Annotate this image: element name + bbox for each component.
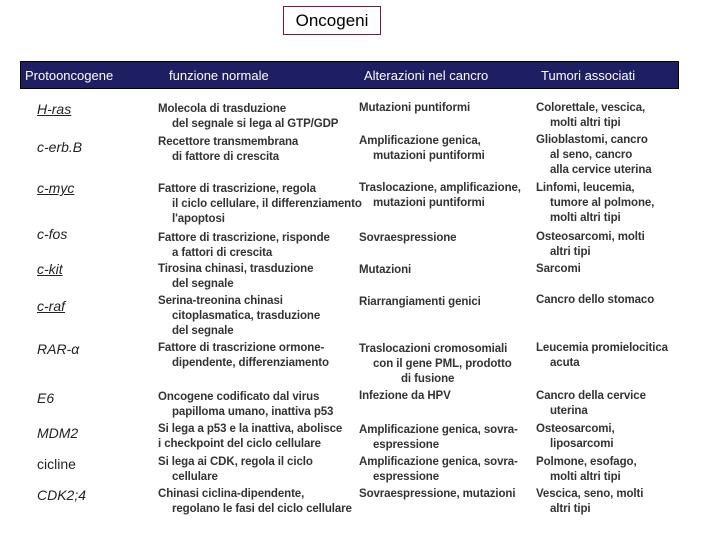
- tumori-h-ras: Colorettale, vescica, molti altri tipi: [536, 102, 646, 129]
- alterazioni-e6: Infezione da HPV: [359, 390, 451, 402]
- funzione-cdk2-4: Chinasi ciclina-dipendente, regolano le fasi del ciclo cellulare: [158, 488, 352, 515]
- gene-cdk2-4: CDK2;4: [37, 487, 87, 503]
- tumori-cicline: Polmone, esofago, molti altri tipi: [536, 456, 637, 483]
- gene-c-fos: c-fos: [37, 226, 68, 242]
- table-header: [20, 61, 679, 89]
- alterazioni-c-erbb: Amplificazione genica, mutazioni puntiformi: [359, 135, 485, 162]
- alterazioni-rar-alpha: Traslocazioni cromosomiali con il gene PML, prodotto di fusione: [359, 343, 512, 385]
- alterazioni-mdm2: Amplificazione genica, sovra- espressione: [359, 424, 518, 451]
- tumori-rar-alpha: Leucemia promielocitica acuta: [536, 342, 668, 369]
- gene-c-erbb: c-erb.B: [37, 139, 83, 155]
- header-funzione-normale: funzione normale: [169, 68, 269, 83]
- tumori-c-raf: Cancro dello stomaco: [536, 294, 655, 306]
- gene-c-myc: c-myc: [37, 180, 75, 196]
- funzione-c-kit: Tirosina chinasi, trasduzione del segnale: [158, 263, 314, 290]
- slide-title: Oncogeni: [283, 6, 381, 35]
- header-alterazioni: Alterazioni nel cancro: [364, 68, 489, 83]
- alterazioni-c-raf: Riarrangiamenti genici: [359, 296, 481, 308]
- tumori-e6: Cancro della cervice uterina: [536, 390, 646, 417]
- funzione-c-myc: Fattore di trascrizione, regola il ciclo cellulare, il differenziamento l'apoptosi: [158, 183, 362, 225]
- alterazioni-c-kit: Mutazioni: [359, 264, 412, 276]
- alterazioni-c-fos: Sovraespressione: [359, 232, 457, 244]
- alterazioni-cdk2-4: Sovraespressione, mutazioni: [359, 488, 516, 500]
- funzione-cicline: Si lega ai CDK, regola il ciclo cellulare: [158, 456, 313, 483]
- funzione-c-fos: Fattore di trascrizione, risponde a fattori di crescita: [158, 232, 330, 259]
- gene-e6: E6: [37, 390, 55, 406]
- funzione-c-raf: Serina-treonina chinasi citoplasmatica, trasduzione del segnale: [158, 295, 321, 337]
- alterazioni-cicline: Amplificazione genica, sovra- espressione: [359, 456, 518, 483]
- tumori-c-kit: Sarcomi: [536, 263, 581, 275]
- gene-rar-alpha: RAR-α: [37, 341, 80, 357]
- tumori-c-fos: Osteosarcomi, molti altri tipi: [536, 231, 645, 258]
- gene-cicline: cicline: [37, 456, 76, 472]
- funzione-c-erbb: Recettore transmembrana di fattore di crescita: [158, 136, 299, 163]
- funzione-h-ras: Molecola di trasduzione del segnale si lega al GTP/GDP: [158, 103, 339, 130]
- gene-c-raf: c-raf: [37, 298, 65, 314]
- alterazioni-h-ras: Mutazioni puntiformi: [359, 102, 471, 114]
- alterazioni-c-myc: Traslocazione, amplificazione, mutazioni puntiformi: [359, 182, 521, 209]
- gene-mdm2: MDM2: [37, 425, 79, 441]
- header-tumori: Tumori associati: [541, 68, 636, 83]
- tumori-mdm2: Osteosarcomi, liposarcomi: [536, 423, 615, 450]
- tumori-c-erbb: Glioblastomi, cancro al seno, cancro alla cervice uterina: [536, 134, 652, 176]
- tumori-cdk2-4: Vescica, seno, molti altri tipi: [536, 488, 644, 515]
- funzione-e6: Oncogene codificato dal virus papilloma umano, inattiva p53: [158, 391, 334, 418]
- gene-h-ras: H-ras: [37, 101, 72, 117]
- header-protooncogene: Protooncogene: [25, 68, 114, 83]
- funzione-mdm2: Si lega a p53 e la inattiva, abolisce i checkpoint del ciclo cellulare: [158, 423, 343, 450]
- tumori-c-myc: Linfomi, leucemia, tumore al polmone, molti altri tipi: [536, 182, 655, 224]
- gene-c-kit: c-kit: [37, 261, 63, 277]
- funzione-rar-alpha: Fattore di trascrizione ormone- dipendente, differenziamento: [158, 342, 329, 369]
